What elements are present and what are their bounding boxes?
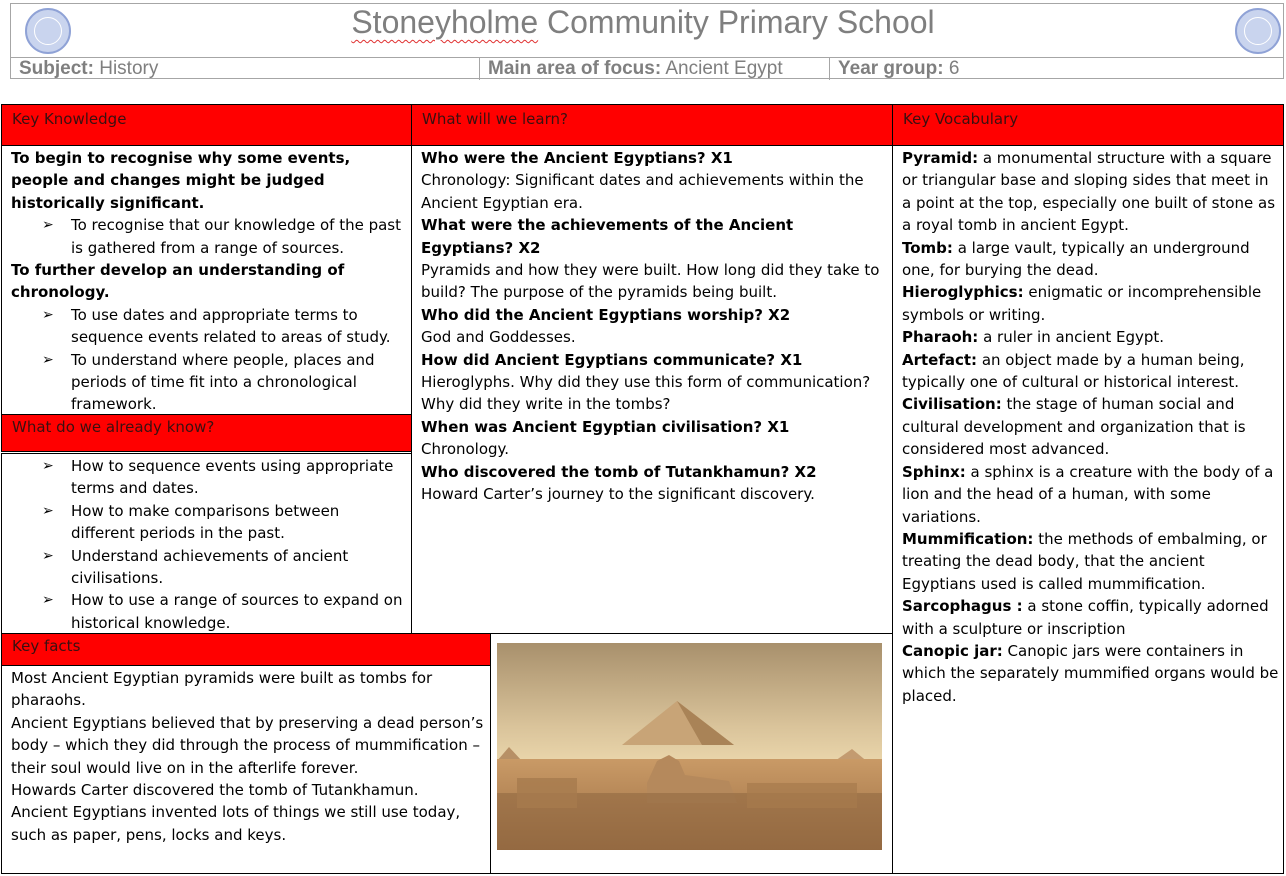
key-vocab-header: Key Vocabulary [892,104,1284,146]
vocab-item: Hieroglyphics: enigmatic or incomprehensible symbols or writing. [902,283,1262,324]
pyramid-sphinx-photo [497,643,882,850]
key-knowledge-header: Key Knowledge [1,104,412,146]
school-logo-left [25,8,71,54]
key-knowledge-text: To begin to recognise why some events, people and changes might be judged historically significant. ➢ To recognise that our knowledge of the past is gathered from a range of sources. To further develop an understanding of chronology. ➢ To use dates and appropriate terms to sequence events related to areas of study. ➢ To understand where people, places and periods of time fit into a chronological framework. [11,147,405,416]
logo-ring-icon [1244,17,1272,45]
logo-ring-icon [34,17,62,45]
focus-cell: Main area of focus: Ancient Egypt [488,58,783,79]
pyramid-image-icon [497,643,882,850]
already-know-text: ➢ How to sequence events using appropriate terms and dates. ➢ How to make comparisons between different periods in the past. ➢ Understand achievements of ancient civilisations. ➢ How to use a range of sources to expand on historical knowledge. [11,455,405,634]
school-logo-right [1235,8,1281,54]
school-name: Stoneyholme Community Primary School [351,4,935,40]
key-facts-text: Most Ancient Egyptian pyramids were built as tombs for pharaohs. Ancient Egyptians believed that by preserving a dead person’s body – which they did through the process of mummification – their soul would live on in the afterlife forever. Howards Carter discovered the tomb of Tutankhamun. Ancient Egyptians invented lots of things we still use today, such as paper, pens, locks and keys. [11,669,484,844]
vocab-item: Pyramid: a monumental structure with a square or triangular base and sloping sides that meet in a point at the top, especially one built of stone as a royal tomb in ancient Egypt. [902,149,1276,235]
key-vocab-text [902,147,1279,707]
subject-cell: Subject: History [19,58,159,79]
what-learn-header: What will we learn? [411,104,893,146]
vocab-item: Sarcophagus : a stone coffin, typically adorned with a sculpture or inscription [902,597,1269,638]
what-learn-text: Who were the Ancient Egyptians? X1 Chronology: Significant dates and achievements within the Ancient Egyptian era. What were the achievements of the Ancient Egyptians? X2 Pyramids and how they were built. How long did they take to build? The purpose of the pyramids being built. Who did the Ancient Egyptians worship? X2 God and Goddesses. How did Ancient Egyptians communicate? X1 Hieroglyphs. Why did they use this form of communication? Why did they write in the tombs? When was Ancient Egyptian civilisation? X1 Chronology. Who discovered the tomb of Tutankhamun? X2 Howard Carter’s journey to the significant discovery. [421,149,880,504]
vocab-item: Pharaoh: a ruler in ancient Egypt. [902,328,1165,347]
key-facts-header: Key facts [1,633,491,666]
vocab-item: Mummification: the methods of embalming, or treating the dead body, that the ancient Egyptians used is called mummification. [902,529,1267,593]
year-cell: Year group: 6 [838,58,960,79]
vocab-item: Canopic jar: Canopic jars were containers in which the separately mummified organs would be placed. [902,641,1279,705]
already-know-header: What do we already know? [1,414,412,452]
vocab-item: Civilisation: the stage of human social and cultural development and organization that is considered most advanced. [902,395,1246,459]
info-row [10,57,1284,80]
vocab-item: Sphinx: a sphinx is a creature with the body of a lion and the head of a human, with some variations. [902,462,1274,526]
vocab-item: Tomb: a large vault, typically an underground one, for burying the dead. [902,238,1250,280]
vocab-item: Artefact: an object made by a human being, typically one of cultural or historical interest. [902,350,1245,392]
